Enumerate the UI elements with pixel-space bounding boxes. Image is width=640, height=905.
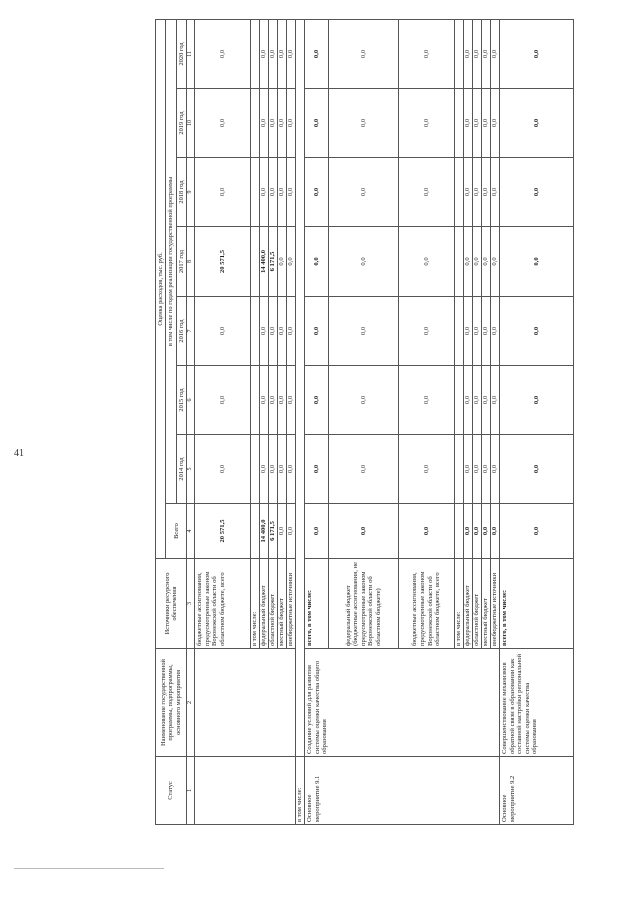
value-cell: 0,0 <box>278 19 287 88</box>
value-cell: 0,0 <box>399 297 455 366</box>
status-cell <box>195 757 296 825</box>
value-cell: 0,0 <box>269 19 278 88</box>
value-cell: 0,0 <box>278 89 287 158</box>
value-cell: 0,0 <box>329 297 399 366</box>
source-cell: федеральный бюджет (бюджетные ассигнования, не предусмотренные законом Воронежской области об областном бюджете) <box>329 559 399 649</box>
value-cell: 0,0 <box>500 435 574 504</box>
value-cell: 0,0 <box>399 89 455 158</box>
value-cell: 0,0 <box>464 297 473 366</box>
value-cell: 0,0 <box>464 435 473 504</box>
value-cell: 0,0 <box>287 89 296 158</box>
value-cell: 0,0 <box>269 89 278 158</box>
name-cell <box>195 649 296 757</box>
value-cell: 0,0 <box>500 504 574 559</box>
name-cell: Совершенствование механизмов обратной связи в образовании как составной настройки региональной системы оценки качества образования <box>500 649 574 757</box>
value-cell: 0,0 <box>464 504 473 559</box>
value-cell: 0,0 <box>473 227 482 297</box>
value-cell: 0,0 <box>195 89 251 158</box>
value-cell: 0,0 <box>278 366 287 435</box>
value-cell: 0,0 <box>195 366 251 435</box>
value-cell: 0,0 <box>278 158 287 227</box>
value-cell: 20 571,5 <box>195 504 251 559</box>
header-year: 2015 год <box>176 366 186 435</box>
value-cell: 0,0 <box>500 89 574 158</box>
budget-table <box>155 19 574 825</box>
value-cell: 0,0 <box>260 19 269 88</box>
rotated-budget-table-container <box>155 20 635 825</box>
value-cell <box>251 89 260 158</box>
value-cell: 0,0 <box>500 227 574 297</box>
value-cell: 0,0 <box>305 158 329 227</box>
value-cell: 0,0 <box>329 19 399 88</box>
status-cell: Основное мероприятие 9.2 <box>500 757 574 825</box>
value-cell: 0,0 <box>260 297 269 366</box>
column-index: 4 <box>187 504 195 559</box>
value-cell: 0,0 <box>473 158 482 227</box>
source-cell: областной бюджет <box>269 559 278 649</box>
value-cell: 0,0 <box>500 366 574 435</box>
table-row <box>296 19 305 824</box>
value-cell: 0,0 <box>305 297 329 366</box>
value-cell: 0,0 <box>464 89 473 158</box>
column-index: 11 <box>187 19 195 88</box>
value-cell <box>455 89 464 158</box>
value-cell <box>251 158 260 227</box>
header-year: 2016 год <box>176 297 186 366</box>
column-index: 9 <box>187 158 195 227</box>
value-cell: 0,0 <box>500 297 574 366</box>
column-index: 2 <box>187 649 195 757</box>
value-cell <box>251 297 260 366</box>
value-cell: 0,0 <box>482 89 491 158</box>
header-estimate: Оценка расходов, тыс. руб. <box>156 19 166 558</box>
value-cell: 0,0 <box>278 227 287 297</box>
value-cell: 0,0 <box>399 227 455 297</box>
source-cell: областной бюджет <box>473 559 482 649</box>
value-cell <box>455 19 464 88</box>
table-row <box>305 19 329 824</box>
value-cell: 0,0 <box>329 504 399 559</box>
header-year: 2014 год <box>176 435 186 504</box>
value-cell: 0,0 <box>269 158 278 227</box>
value-cell: 0,0 <box>287 297 296 366</box>
value-cell: 0,0 <box>260 366 269 435</box>
value-cell: 0,0 <box>195 158 251 227</box>
value-cell: 0,0 <box>464 366 473 435</box>
value-cell <box>455 435 464 504</box>
value-cell: 0,0 <box>329 435 399 504</box>
value-cell: 0,0 <box>287 19 296 88</box>
value-cell: 0,0 <box>269 435 278 504</box>
empty-cell <box>296 19 305 756</box>
value-cell: 0,0 <box>278 504 287 559</box>
value-cell: 0,0 <box>195 19 251 88</box>
value-cell: 0,0 <box>473 504 482 559</box>
value-cell: 0,0 <box>260 435 269 504</box>
value-cell: 0,0 <box>491 158 500 227</box>
value-cell: 0,0 <box>491 297 500 366</box>
value-cell <box>251 19 260 88</box>
value-cell <box>251 227 260 297</box>
value-cell <box>455 366 464 435</box>
value-cell: 0,0 <box>491 366 500 435</box>
value-cell: 0,0 <box>399 19 455 88</box>
source-cell: в том числе: <box>251 559 260 649</box>
header-year: 2017 год <box>176 227 186 297</box>
value-cell: 0,0 <box>278 297 287 366</box>
table-row <box>500 19 574 824</box>
column-index: 5 <box>187 435 195 504</box>
value-cell: 0,0 <box>464 19 473 88</box>
value-cell: 0,0 <box>269 297 278 366</box>
value-cell <box>455 158 464 227</box>
value-cell: 0,0 <box>482 19 491 88</box>
source-cell: местный бюджет <box>482 559 491 649</box>
value-cell: 6 171,5 <box>269 227 278 297</box>
header-status: Статус <box>156 757 187 825</box>
value-cell: 0,0 <box>500 19 574 88</box>
column-index: 8 <box>187 227 195 297</box>
value-cell <box>251 435 260 504</box>
source-cell: бюджетные ассигнования, предусмотренные законом Воронежской области об областном бюджете, всего <box>399 559 455 649</box>
column-index: 7 <box>187 297 195 366</box>
value-cell: 0,0 <box>329 158 399 227</box>
value-cell: 0,0 <box>473 19 482 88</box>
header-year: 2018 год <box>176 158 186 227</box>
source-cell: внебюджетные источники <box>491 559 500 649</box>
value-cell <box>455 297 464 366</box>
source-cell: внебюджетные источники <box>287 559 296 649</box>
value-cell: 0,0 <box>399 504 455 559</box>
source-cell: местный бюджет <box>278 559 287 649</box>
value-cell: 0,0 <box>195 435 251 504</box>
column-index: 1 <box>187 757 195 825</box>
header-total: Всего <box>166 504 187 559</box>
source-cell: всего, в том числе: <box>305 559 329 649</box>
name-cell: Создание условий для развития системы оценки качества общего образования <box>305 649 500 757</box>
value-cell <box>455 504 464 559</box>
value-cell: 0,0 <box>269 366 278 435</box>
value-cell: 0,0 <box>473 297 482 366</box>
scan-edge-line <box>14 868 164 869</box>
value-cell: 14 400,0 <box>260 504 269 559</box>
header-source: Источники ресурсного обеспечения <box>156 559 187 649</box>
value-cell: 0,0 <box>491 435 500 504</box>
value-cell: 0,0 <box>491 227 500 297</box>
value-cell: 0,0 <box>287 227 296 297</box>
value-cell: 0,0 <box>399 366 455 435</box>
value-cell: 0,0 <box>329 89 399 158</box>
value-cell: 0,0 <box>482 366 491 435</box>
table-row <box>195 19 251 824</box>
value-cell: 0,0 <box>491 89 500 158</box>
value-cell: 0,0 <box>260 158 269 227</box>
source-cell: в том числе: <box>455 559 464 649</box>
value-cell: 6 171,5 <box>269 504 278 559</box>
status-cell: Основное мероприятие 9.1 <box>305 757 500 825</box>
value-cell <box>251 366 260 435</box>
value-cell: 0,0 <box>329 227 399 297</box>
value-cell: 0,0 <box>500 158 574 227</box>
value-cell <box>251 504 260 559</box>
value-cell: 0,0 <box>287 435 296 504</box>
header-year: 2020 год <box>176 19 186 88</box>
value-cell: 0,0 <box>305 89 329 158</box>
value-cell: 0,0 <box>399 158 455 227</box>
value-cell: 0,0 <box>491 504 500 559</box>
page-number: 41 <box>14 448 24 459</box>
value-cell: 0,0 <box>482 158 491 227</box>
header-by-years: в том числе по годам реализации государственной программы <box>166 19 176 503</box>
value-cell: 0,0 <box>278 435 287 504</box>
source-cell: бюджетные ассигнования, предусмотренные законом Воронежской области об областном бюджете, всего <box>195 559 251 649</box>
value-cell: 0,0 <box>305 227 329 297</box>
value-cell: 0,0 <box>473 89 482 158</box>
status-cell: в том числе: <box>296 757 305 825</box>
value-cell: 0,0 <box>464 227 473 297</box>
value-cell: 0,0 <box>305 19 329 88</box>
value-cell: 0,0 <box>305 366 329 435</box>
value-cell: 0,0 <box>482 297 491 366</box>
value-cell: 0,0 <box>287 158 296 227</box>
value-cell <box>455 227 464 297</box>
column-index: 3 <box>187 559 195 649</box>
value-cell: 0,0 <box>464 158 473 227</box>
value-cell: 0,0 <box>195 297 251 366</box>
value-cell: 0,0 <box>473 366 482 435</box>
value-cell: 0,0 <box>491 19 500 88</box>
value-cell: 0,0 <box>305 504 329 559</box>
value-cell: 0,0 <box>260 89 269 158</box>
value-cell: 0,0 <box>329 366 399 435</box>
header-year: 2019 год <box>176 89 186 158</box>
value-cell: 14 400,0 <box>260 227 269 297</box>
column-index: 6 <box>187 366 195 435</box>
value-cell: 0,0 <box>305 435 329 504</box>
value-cell: 0,0 <box>482 504 491 559</box>
value-cell: 0,0 <box>287 366 296 435</box>
value-cell: 20 571,5 <box>195 227 251 297</box>
value-cell: 0,0 <box>473 435 482 504</box>
value-cell: 0,0 <box>399 435 455 504</box>
header-name: Наименование государственной программы, подпрограммы, основного мероприятия <box>156 649 187 757</box>
value-cell: 0,0 <box>287 504 296 559</box>
source-cell: всего, в том числе: <box>500 559 574 649</box>
value-cell: 0,0 <box>482 435 491 504</box>
source-cell: федеральный бюджет <box>260 559 269 649</box>
source-cell: федеральный бюджет <box>464 559 473 649</box>
value-cell: 0,0 <box>482 227 491 297</box>
column-index: 10 <box>187 89 195 158</box>
